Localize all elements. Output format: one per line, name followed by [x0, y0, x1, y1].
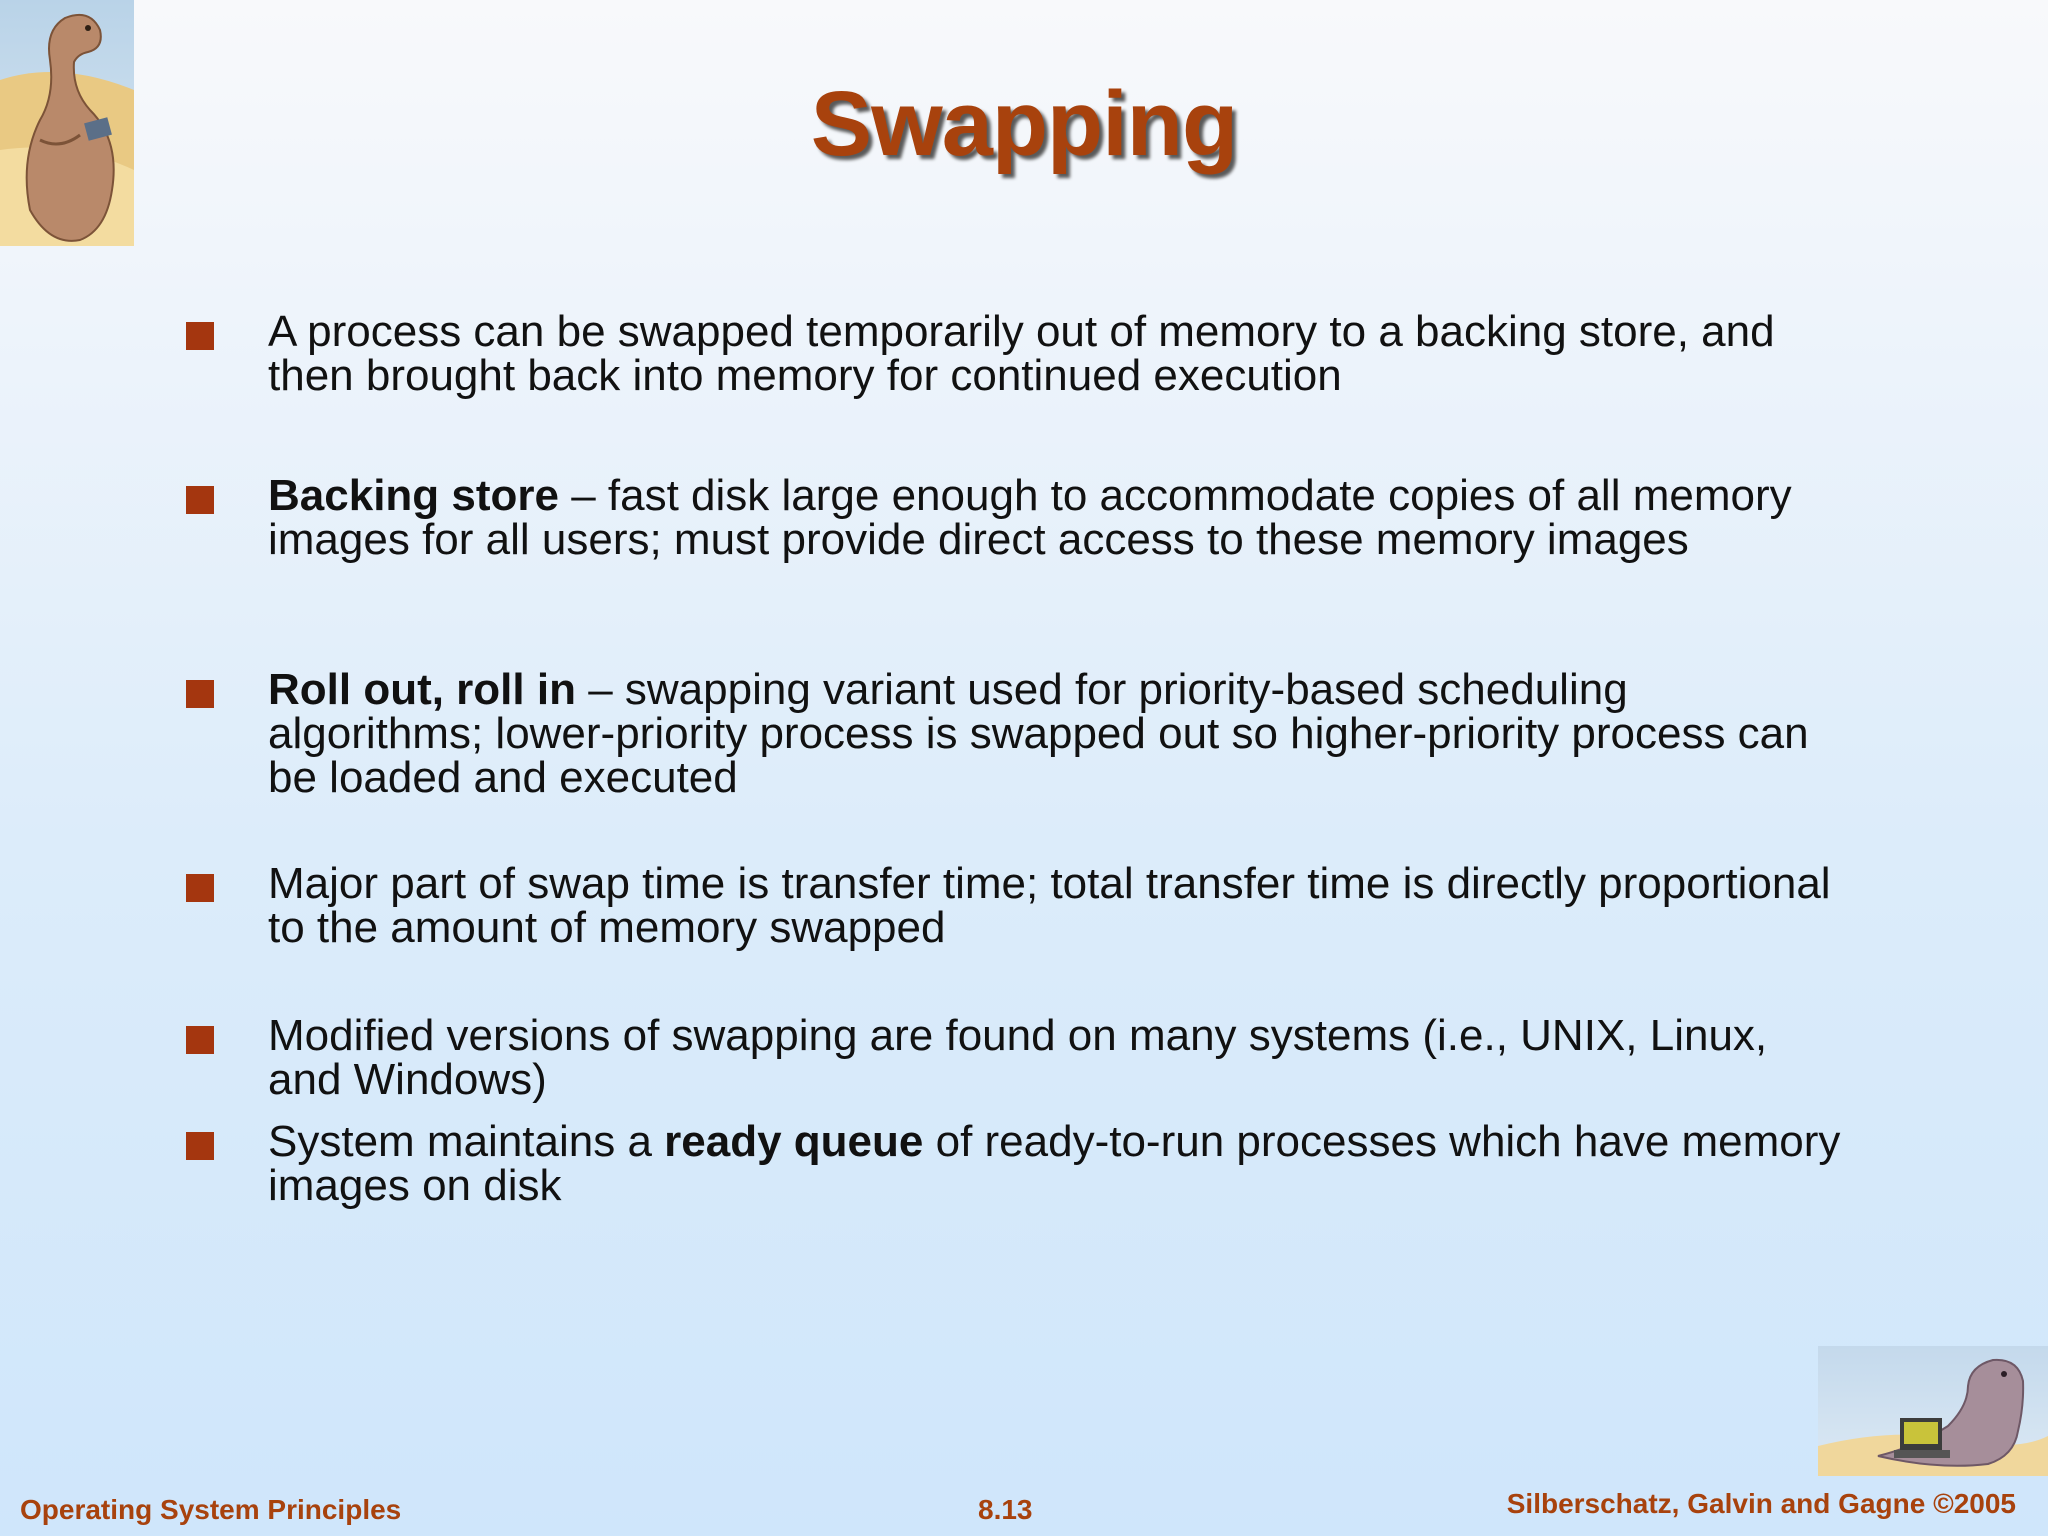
bullet-text: – swapping variant used for priority-based scheduling algorithms; lower-priority process is swapped out so higher-priority process can be loaded and executed: [268, 665, 1809, 802]
bullet-text: Modified versions of swapping are found on many systems (i.e., UNIX, Linux, and Windows): [268, 1011, 1768, 1104]
bullet-item: [186, 859, 1846, 952]
footer-page-number: 8.13: [978, 1494, 1033, 1525]
bullet-text: of ready-to-run processes which have memory images on disk: [268, 1117, 1841, 1210]
bullet-item: [186, 665, 1846, 802]
bullet-term: Roll out, roll in: [268, 665, 576, 714]
square-bullet-icon: [186, 1026, 214, 1054]
bullet-item: [186, 471, 1846, 564]
bullet-term: Backing store: [268, 471, 559, 520]
square-bullet-icon: [186, 680, 214, 708]
bullet-item: [186, 1011, 1846, 1104]
bullet-text: – fast disk large enough to accommodate copies of all memory images for all users; must provide direct access to these memory images: [268, 471, 1792, 564]
bullet-term: ready queue: [664, 1117, 924, 1166]
footer-course-title: Operating System Principles: [20, 1494, 402, 1525]
bullet-text: Major part of swap time is transfer time; total transfer time is directly proportional to the amount of memory swapped: [268, 859, 1831, 952]
square-bullet-icon: [186, 874, 214, 902]
square-bullet-icon: [186, 1132, 214, 1160]
dinosaur-laptop-icon: [1818, 1346, 2048, 1476]
square-bullet-icon: [186, 322, 214, 350]
bullet-text: System maintains a: [268, 1117, 665, 1166]
bullet-item: [186, 1117, 1846, 1210]
bullet-item: [186, 307, 1846, 400]
bullet-text: A process can be swapped temporarily out of memory to a backing store, and then brought back into memory for continued execution: [268, 307, 1775, 400]
footer-copyright: Silberschatz, Galvin and Gagne ©2005: [1506, 1488, 2016, 1519]
slide-title: Swapping: [810, 73, 1238, 175]
square-bullet-icon: [186, 486, 214, 514]
